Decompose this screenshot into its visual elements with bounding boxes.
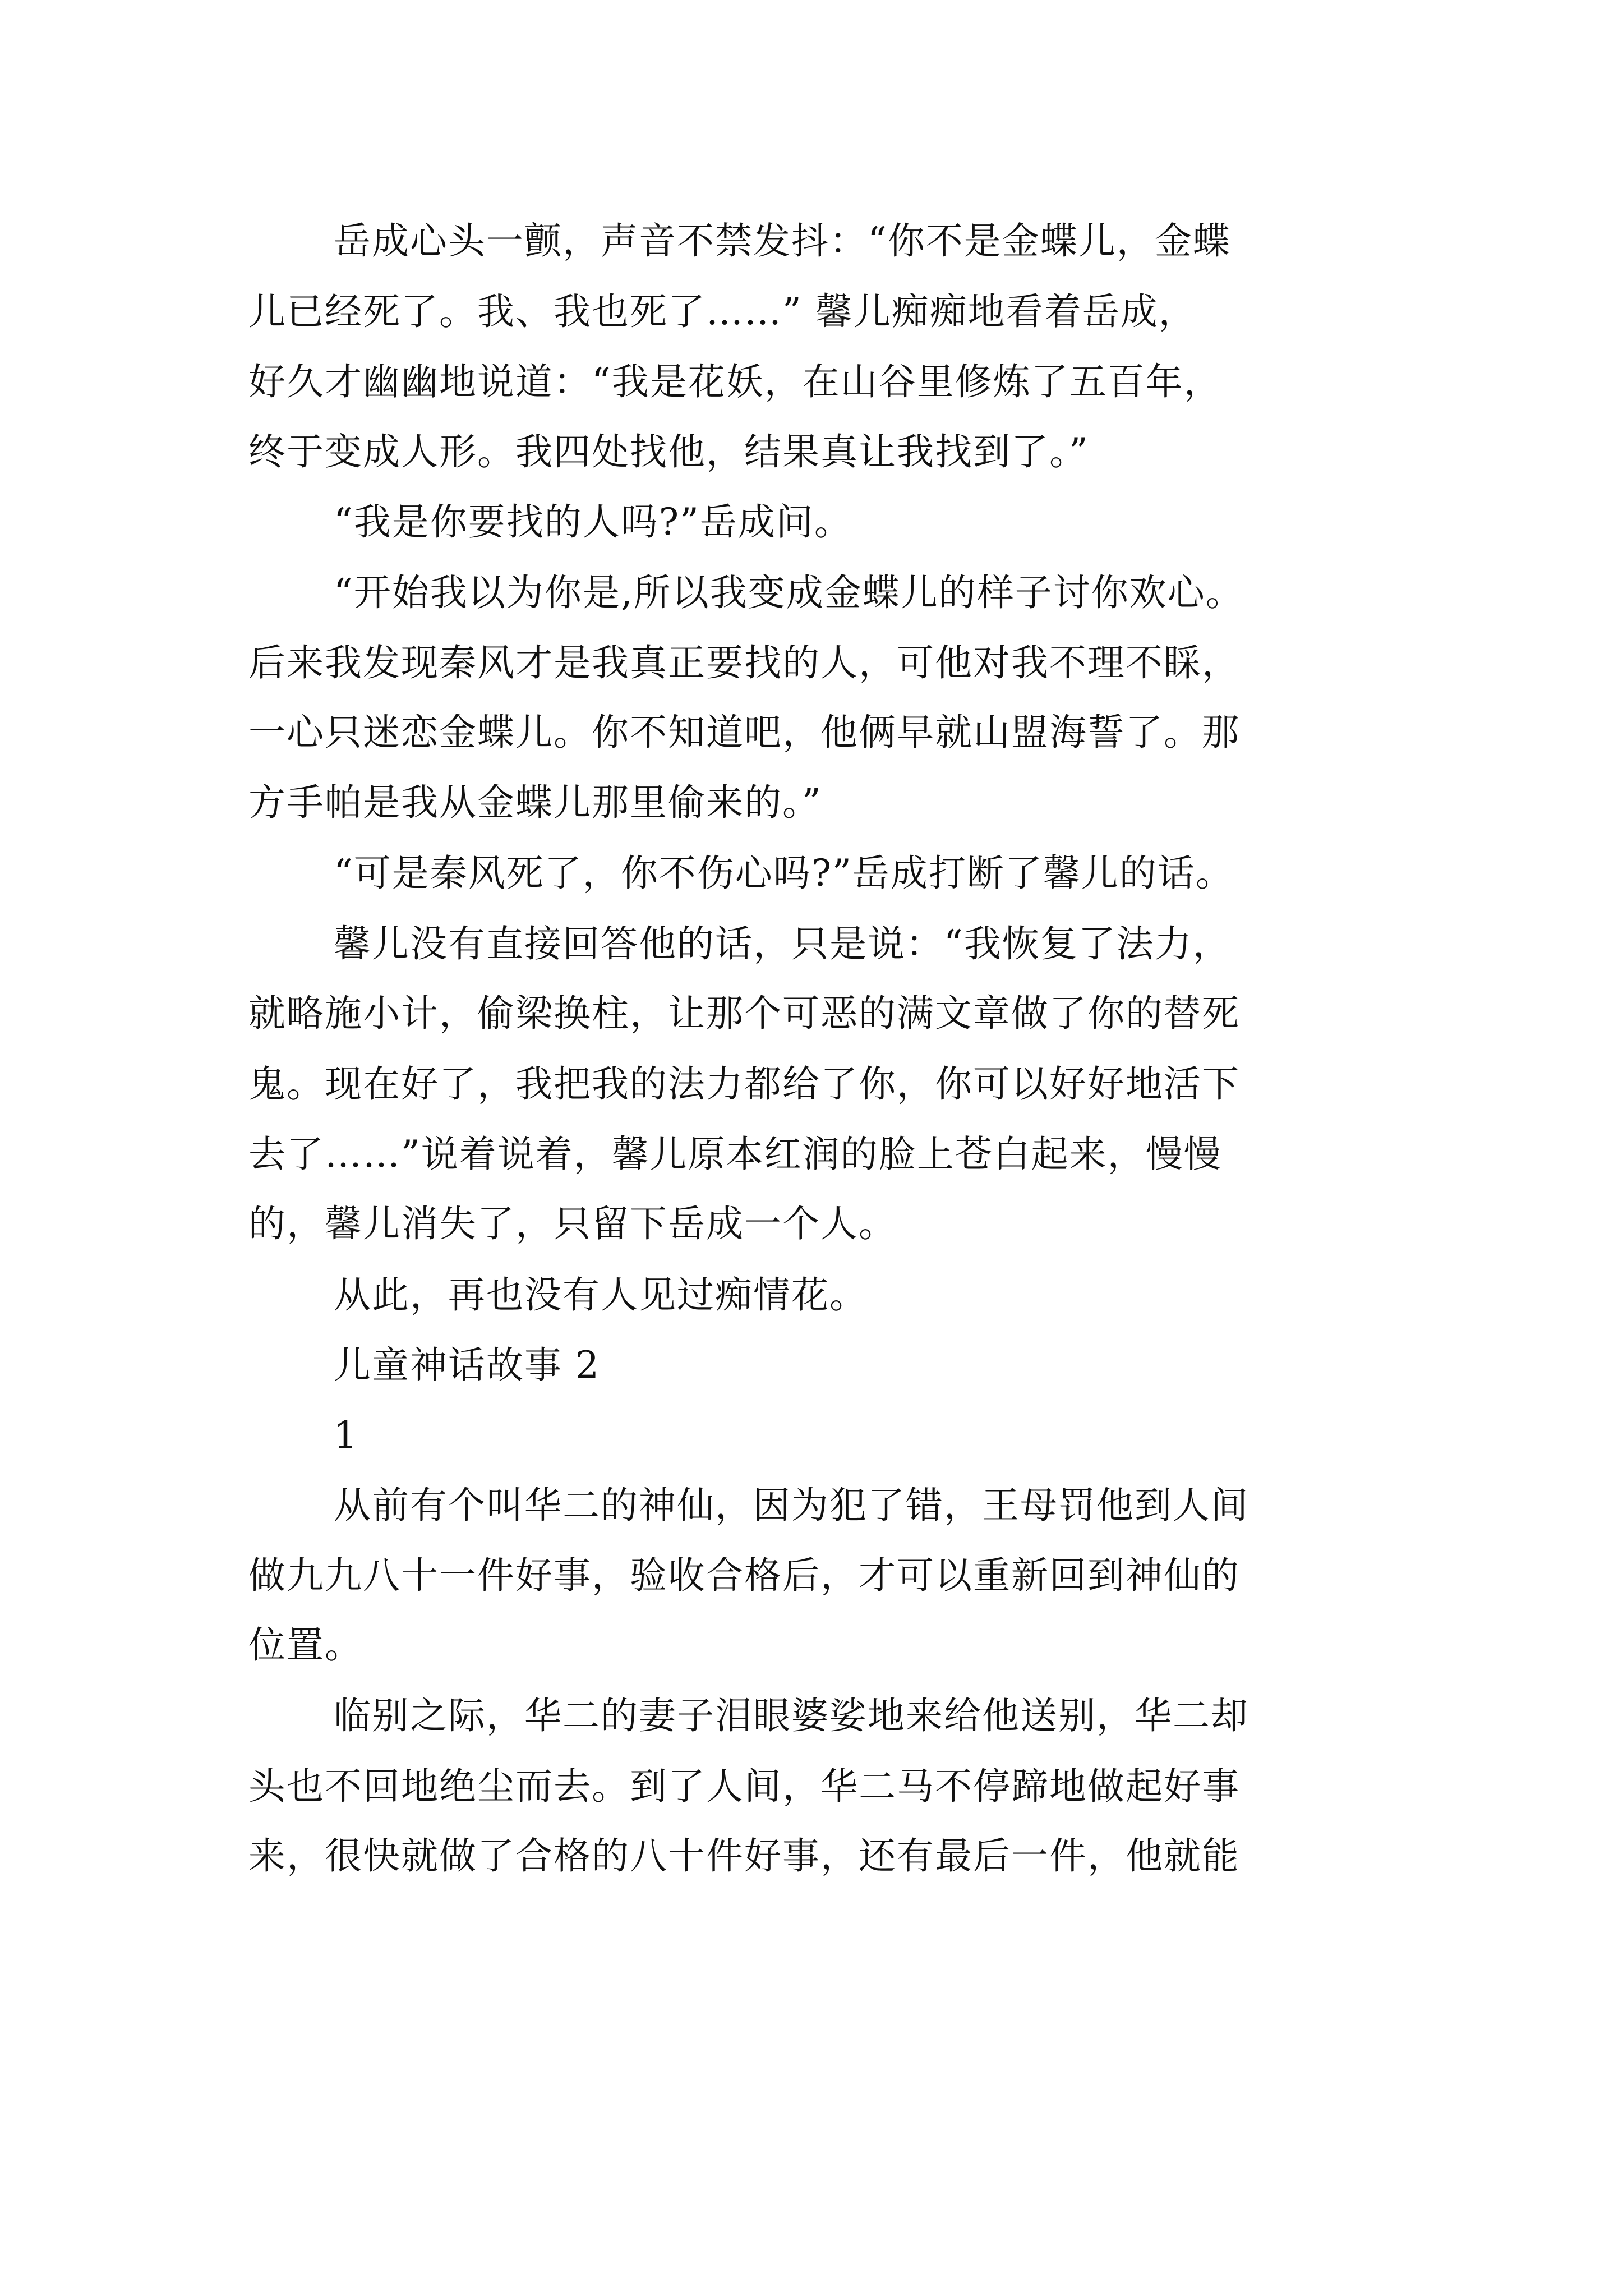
text-line: 后来我发现秦风才是我真正要找的人，可他对我不理不睬， bbox=[248, 641, 1240, 684]
text-line: 岳成心头一颤，声音不禁发抖：“你不是金蝶儿，金蝶 bbox=[334, 219, 1231, 263]
text-line: 去了……”说着说着，馨儿原本红润的脸上苍白起来，慢慢 bbox=[248, 1133, 1222, 1176]
text-line: 临别之际，华二的妻子泪眼婆娑地来给他送别，华二却 bbox=[334, 1694, 1249, 1737]
section-number: 1 bbox=[334, 1414, 358, 1457]
text-line: 做九九八十一件好事，验收合格后，才可以重新回到神仙的 bbox=[248, 1554, 1240, 1597]
text-line: 馨儿没有直接回答他的话，只是说：“我恢复了法力， bbox=[334, 922, 1231, 965]
text-line: 的，馨儿消失了，只留下岳成一个人。 bbox=[248, 1202, 897, 1245]
section-heading: 儿童神话故事 2 bbox=[334, 1343, 600, 1387]
text-line: 位置。 bbox=[248, 1623, 363, 1667]
text-line: 就略施小计，偷梁换柱，让那个可恶的满文章做了你的替死 bbox=[248, 992, 1240, 1035]
text-line: 从此，再也没有人见过痴情花。 bbox=[334, 1273, 868, 1317]
text-line: 从前有个叫华二的神仙，因为犯了错，王母罚他到人间 bbox=[334, 1484, 1249, 1527]
text-line: “我是你要找的人吗?”岳成问。 bbox=[334, 500, 852, 544]
text-line: 终于变成人形。我四处找他，结果真让我找到了。” bbox=[248, 430, 1089, 473]
text-line: “可是秦风死了，你不伤心吗?”岳成打断了馨儿的话。 bbox=[334, 852, 1234, 895]
text-line: “开始我以为你是,所以我变成金蝶儿的样子讨你欢心。 bbox=[334, 571, 1244, 614]
text-line: 方手帕是我从金蝶儿那里偷来的。” bbox=[248, 781, 822, 824]
text-line: 好久才幽幽地说道：“我是花妖，在山谷里修炼了五百年， bbox=[248, 360, 1222, 403]
text-line: 鬼。现在好了，我把我的法力都给了你，你可以好好地活下 bbox=[248, 1062, 1240, 1106]
text-line: 头也不回地绝尘而去。到了人间，华二马不停蹄地做起好事 bbox=[248, 1765, 1240, 1808]
text-line: 来，很快就做了合格的八十件好事，还有最后一件，他就能 bbox=[248, 1834, 1240, 1878]
text-line: 一心只迷恋金蝶儿。你不知道吧，他俩早就山盟海誓了。那 bbox=[248, 711, 1240, 754]
text-line: 儿已经死了。我、我也死了……” 馨儿痴痴地看着岳成， bbox=[248, 290, 1197, 333]
